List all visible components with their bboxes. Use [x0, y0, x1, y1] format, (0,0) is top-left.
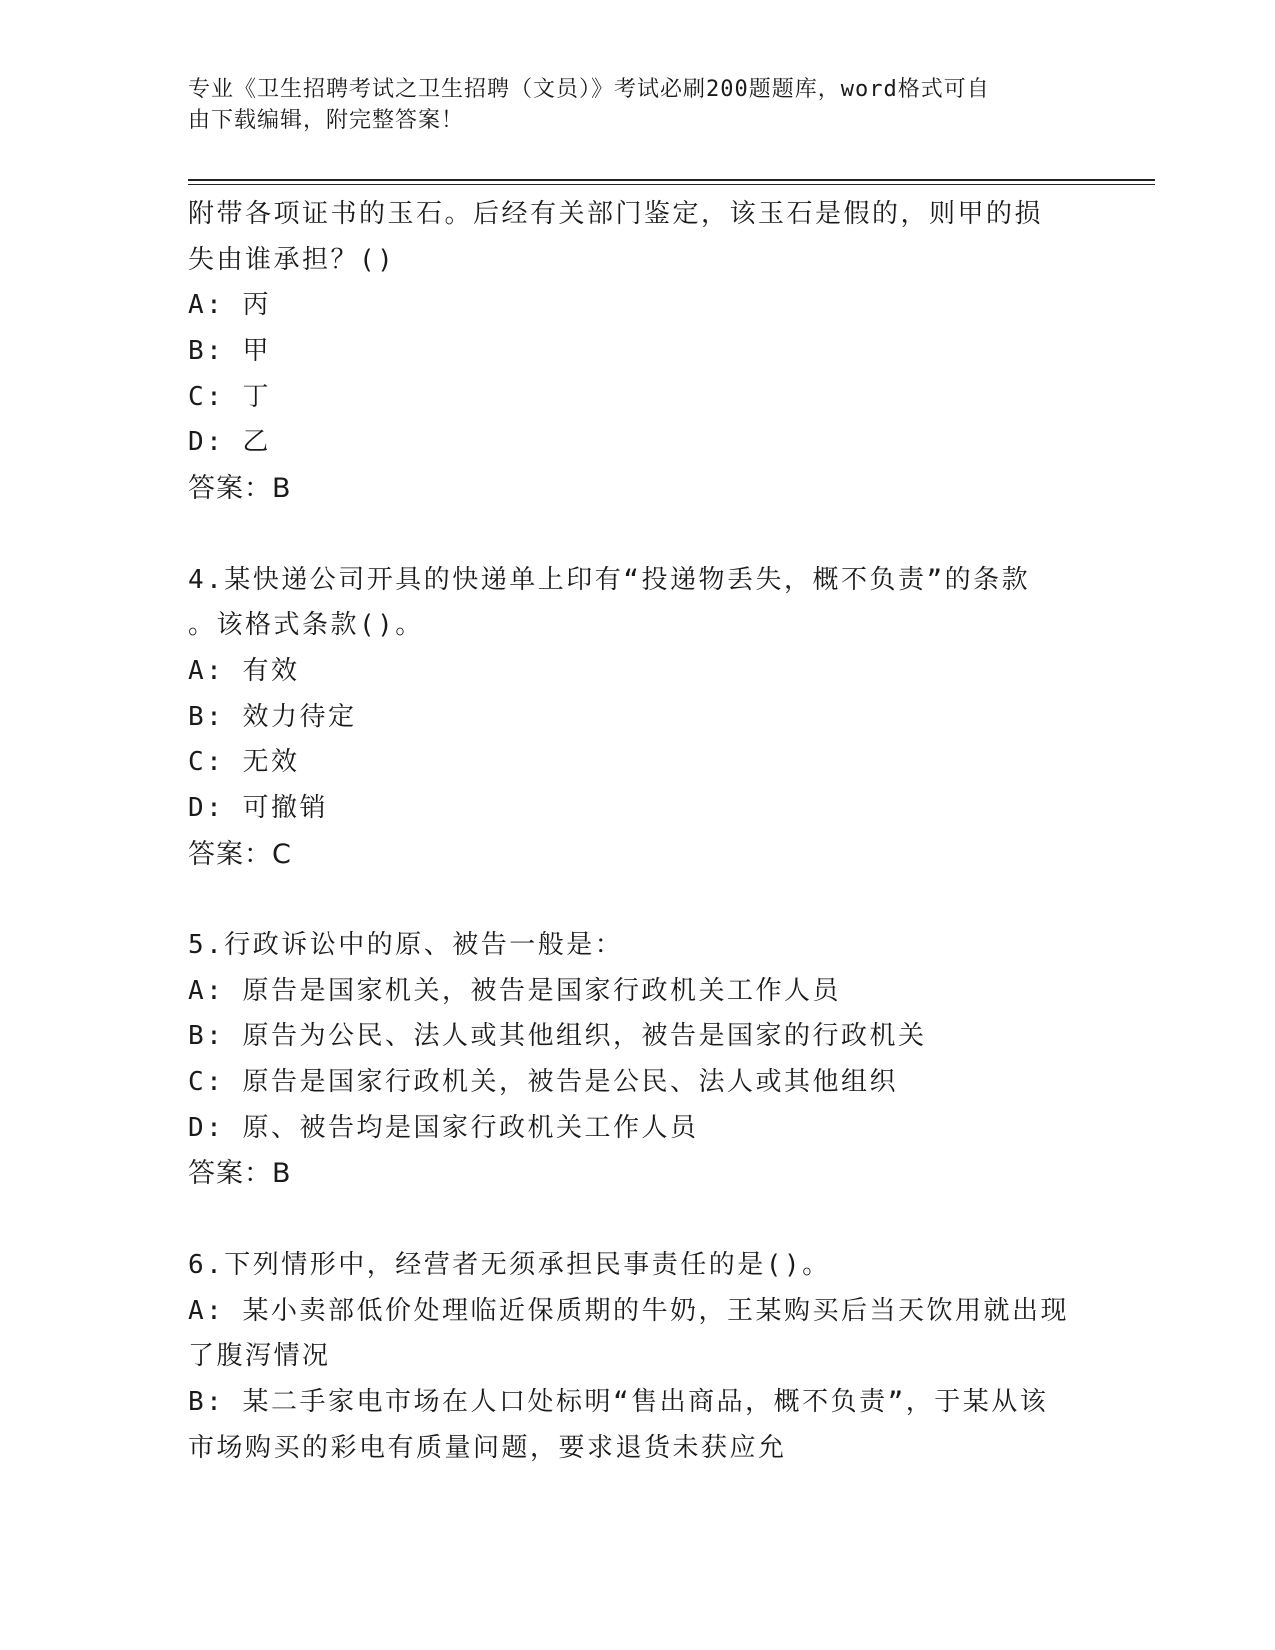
- spacer: [188, 1197, 1088, 1243]
- header-divider-thin: [188, 184, 1155, 185]
- option-c: C: 丁: [188, 381, 271, 412]
- answer: 答案：B: [188, 1158, 292, 1190]
- question-4: [188, 558, 1088, 878]
- option-c: C: 原告是国家行政机关，被告是公民、法人或其他组织: [188, 1067, 898, 1098]
- spacer: [188, 877, 1088, 923]
- answer: 答案：C: [188, 838, 292, 870]
- option-b: B: 效力待定: [188, 701, 357, 732]
- question-list: [188, 192, 1088, 1471]
- answer: 答案：B: [188, 473, 292, 505]
- option-b-continued: 市场购买的彩电有质量问题，要求退货未获应允: [188, 1432, 787, 1463]
- spacer: [188, 512, 1088, 558]
- option-c: C: 无效: [188, 747, 300, 778]
- option-a: A: 原告是国家机关，被告是国家行政机关工作人员: [188, 975, 841, 1006]
- question-stem: 4.某快递公司开具的快递单上印有“投递物丢失，概不负责”的条款: [188, 564, 1031, 595]
- question-stem: 。该格式条款()。: [188, 610, 424, 641]
- option-d: D: 可撤销: [188, 792, 328, 823]
- option-a-continued: 了腹泻情况: [188, 1341, 331, 1372]
- question-stem: 6.下列情形中，经营者无须承担民事责任的是()。: [188, 1249, 831, 1280]
- option-a: A: 某小卖部低价处理临近保质期的牛奶，王某购买后当天饮用就出现: [188, 1295, 1069, 1326]
- option-a: A: 丙: [188, 290, 271, 321]
- header-line-1: 专业《卫生招聘考试之卫生招聘（文员）》考试必刷200题题库，word格式可自: [188, 77, 990, 102]
- question-stem: 附带各项证书的玉石。后经有关部门鉴定，该玉石是假的，则甲的损: [188, 199, 1044, 229]
- option-d: D: 乙: [188, 427, 271, 458]
- question-6: [188, 1243, 1088, 1471]
- option-b: B: 甲: [188, 336, 271, 367]
- option-d: D: 原、被告均是国家行政机关工作人员: [188, 1112, 699, 1143]
- document-header: [188, 74, 1068, 136]
- option-a: A: 有效: [188, 655, 300, 686]
- header-line-2: 由下载编辑，附完整答案！: [188, 108, 465, 133]
- question-stem: 5.行政诉讼中的原、被告一般是：: [188, 930, 624, 960]
- option-b: B: 某二手家电市场在人口处标明“售出商品，概不负责”，于某从该: [188, 1386, 1049, 1417]
- header-divider-thick: [188, 179, 1155, 181]
- question-3: [188, 192, 1088, 512]
- question-5: [188, 923, 1088, 1197]
- option-b: B: 原告为公民、法人或其他组织，被告是国家的行政机关: [188, 1021, 927, 1052]
- question-stem: 失由谁承担？(): [188, 244, 396, 275]
